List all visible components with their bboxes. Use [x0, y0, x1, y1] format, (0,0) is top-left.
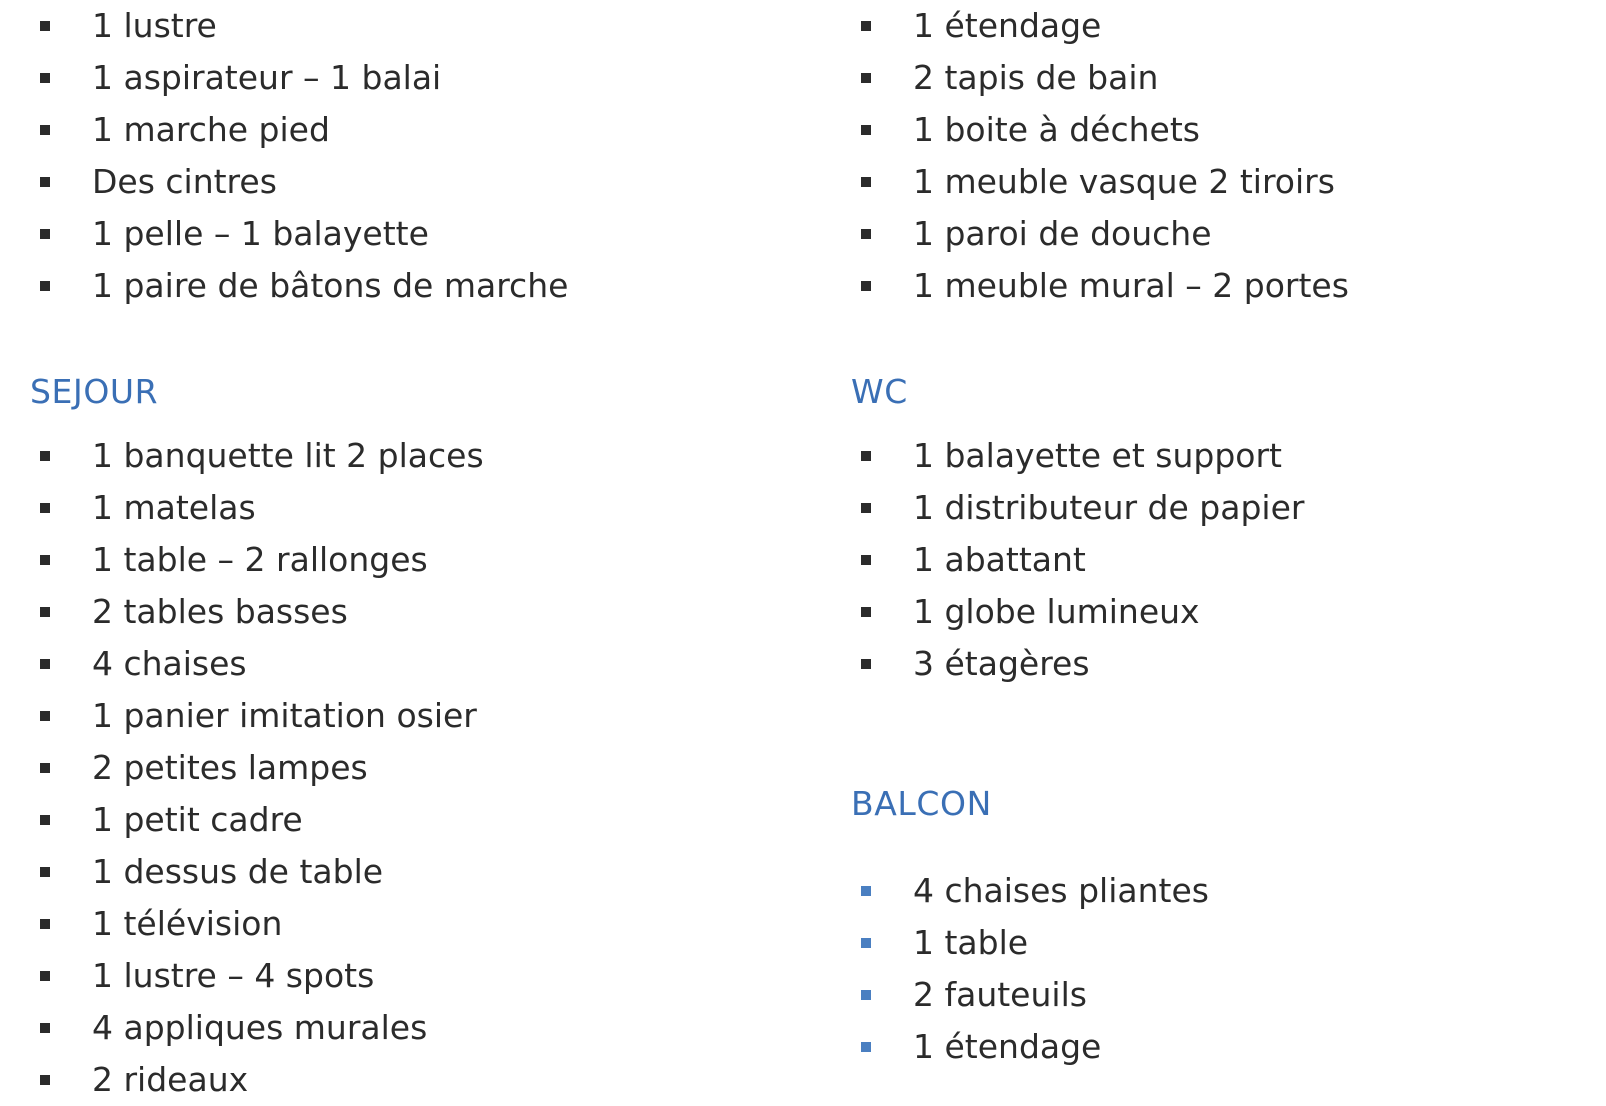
- list-item: [30, 156, 803, 208]
- bullet-square-icon: [40, 815, 50, 825]
- list-item: [851, 534, 1582, 586]
- list-item: [851, 638, 1582, 690]
- list-item-label: 2 fauteuils: [913, 974, 1087, 1014]
- list-item: [30, 104, 803, 156]
- list-item: [851, 260, 1582, 312]
- bullet-square-icon: [40, 125, 50, 135]
- list-item-label: 1 dessus de table: [92, 852, 384, 892]
- list-item-label: 1 globe lumineux: [913, 592, 1200, 632]
- section-heading-sejour: SEJOUR: [30, 372, 159, 411]
- wc-list: [851, 430, 1582, 690]
- list-item-label: 1 paroi de douche: [913, 214, 1212, 253]
- list-item-label: 1 meuble vasque 2 tiroirs: [913, 162, 1335, 201]
- left-column: [24, 0, 803, 1100]
- bullet-square-icon: [40, 281, 50, 291]
- balcon-list: [851, 865, 1582, 1073]
- bullet-square-icon: [40, 659, 50, 669]
- list-item-label: 1 table: [913, 922, 1029, 962]
- list-item: [851, 104, 1582, 156]
- list-item-label: 4 chaises: [92, 644, 247, 684]
- list-item-label: 1 pelle – 1 balayette: [92, 214, 429, 253]
- bullet-square-icon: [40, 451, 50, 461]
- bullet-square-icon: [40, 555, 50, 565]
- list-item-label: 1 paire de bâtons de marche: [92, 266, 569, 305]
- bullet-square-icon: [40, 1023, 50, 1033]
- list-item: [851, 586, 1582, 638]
- list-item: [30, 690, 803, 742]
- list-item-label: 1 boite à déchets: [913, 110, 1200, 149]
- bullet-square-icon: [861, 503, 871, 513]
- list-item: [30, 52, 803, 104]
- bullet-square-icon: [40, 229, 50, 239]
- list-item: [851, 482, 1582, 534]
- bullet-square-icon: [861, 451, 871, 461]
- list-item-label: 2 tables basses: [92, 592, 348, 632]
- list-item-label: 1 abattant: [913, 540, 1086, 580]
- list-item-label: 1 étendage: [913, 1026, 1102, 1066]
- bullet-square-icon: [861, 177, 871, 187]
- list-item: [851, 156, 1582, 208]
- bullet-square-icon: [40, 177, 50, 187]
- list-item: [851, 208, 1582, 260]
- spacer: [851, 410, 1582, 430]
- bullet-square-icon: [40, 867, 50, 877]
- list-item-label: 4 chaises pliantes: [913, 870, 1209, 910]
- list-item: [30, 260, 803, 312]
- bullet-square-icon: [40, 711, 50, 721]
- spacer: [851, 823, 1582, 865]
- spacer: [30, 312, 803, 374]
- spacer: [851, 690, 1582, 786]
- list-item: [30, 586, 803, 638]
- bullet-square-icon: [861, 607, 871, 617]
- list-item: [851, 1021, 1582, 1073]
- list-item: [30, 0, 803, 52]
- list-item-label: 1 lustre: [92, 6, 217, 45]
- list-item: [30, 846, 803, 898]
- bullet-square-icon: [861, 1042, 871, 1052]
- list-item-label: 1 marche pied: [92, 110, 330, 149]
- list-item-label: 1 table – 2 rallonges: [92, 540, 428, 580]
- bullet-square-icon: [40, 763, 50, 773]
- list-item: [30, 208, 803, 260]
- section-heading-wc: WC: [851, 372, 908, 411]
- list-item-label: 2 petites lampes: [92, 748, 368, 788]
- list-item: [30, 482, 803, 534]
- spacer: [30, 410, 803, 430]
- list-item-label: 1 matelas: [92, 488, 256, 528]
- list-item-label: 1 meuble mural – 2 portes: [913, 266, 1349, 305]
- bullet-square-icon: [861, 938, 871, 948]
- list-item-label: 1 panier imitation osier: [92, 696, 477, 736]
- bullet-square-icon: [40, 919, 50, 929]
- list-item: [851, 52, 1582, 104]
- list-item-label: 1 banquette lit 2 places: [92, 436, 484, 476]
- list-item: [851, 917, 1582, 969]
- list-item-label: 4 appliques murales: [92, 1008, 428, 1048]
- list-item: [851, 430, 1582, 482]
- list-item-label: 1 étendage: [913, 6, 1102, 45]
- list-item: [30, 898, 803, 950]
- bullet-square-icon: [861, 886, 871, 896]
- bullet-square-icon: [861, 125, 871, 135]
- left-top-list: [30, 0, 803, 312]
- list-item: [851, 969, 1582, 1021]
- bullet-square-icon: [40, 1075, 50, 1085]
- list-item: [30, 430, 803, 482]
- list-item: [30, 1054, 803, 1106]
- list-item: [30, 534, 803, 586]
- bullet-square-icon: [861, 990, 871, 1000]
- list-item: [30, 950, 803, 1002]
- list-item-label: 1 petit cadre: [92, 800, 303, 840]
- list-item-label: 1 aspirateur – 1 balai: [92, 58, 442, 97]
- list-item: [851, 0, 1582, 52]
- bullet-square-icon: [40, 607, 50, 617]
- bullet-square-icon: [861, 73, 871, 83]
- list-item: [30, 638, 803, 690]
- sejour-list: [30, 430, 803, 1106]
- bullet-square-icon: [40, 971, 50, 981]
- bullet-square-icon: [861, 281, 871, 291]
- section-heading-balcon: BALCON: [851, 784, 992, 824]
- list-item-label: 3 étagères: [913, 644, 1090, 684]
- list-item-label: 1 télévision: [92, 904, 283, 944]
- bullet-square-icon: [861, 555, 871, 565]
- list-item-label: 1 distributeur de papier: [913, 488, 1305, 528]
- list-item-label: 2 tapis de bain: [913, 58, 1159, 97]
- list-item: [30, 1002, 803, 1054]
- bullet-square-icon: [40, 21, 50, 31]
- list-item-label: 2 rideaux: [92, 1060, 249, 1100]
- list-item: [30, 742, 803, 794]
- right-top-list: [851, 0, 1582, 312]
- bullet-square-icon: [40, 503, 50, 513]
- bullet-square-icon: [861, 229, 871, 239]
- list-item-label: 1 balayette et support: [913, 436, 1282, 476]
- list-item: [30, 794, 803, 846]
- bullet-square-icon: [861, 659, 871, 669]
- spacer: [851, 312, 1582, 374]
- list-item: [851, 865, 1582, 917]
- bullet-square-icon: [861, 21, 871, 31]
- right-column: [803, 0, 1582, 1070]
- list-item-label: Des cintres: [92, 162, 277, 201]
- bullet-square-icon: [40, 73, 50, 83]
- list-item-label: 1 lustre – 4 spots: [92, 956, 375, 996]
